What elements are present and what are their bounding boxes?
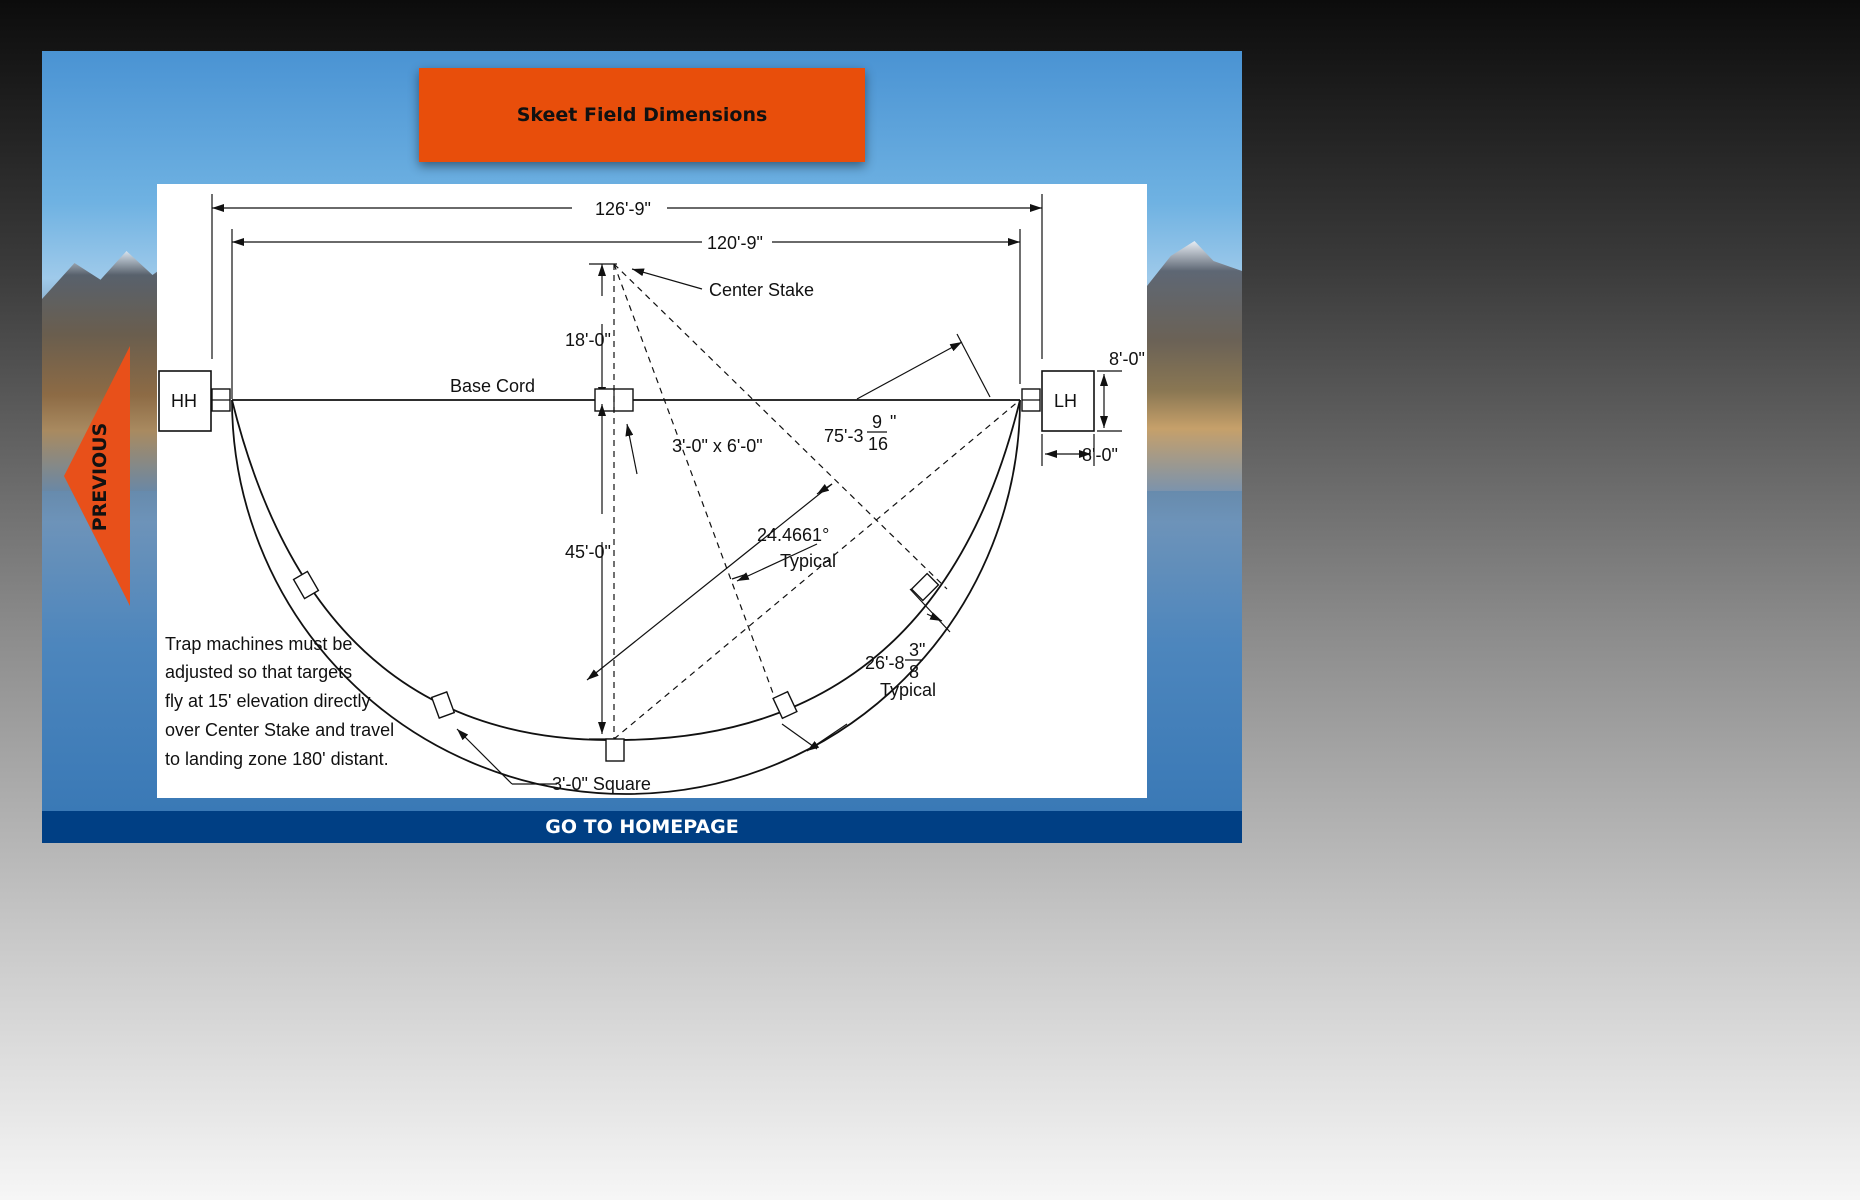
dist-18-label: 18'-0" [565, 330, 611, 350]
radius-label: 75'-3 [824, 426, 864, 446]
lh-label: LH [1054, 391, 1078, 411]
note-line-1: Trap machines must be [165, 634, 353, 654]
note-line-4: over Center Stake and travel [165, 720, 395, 740]
homepage-link[interactable]: GO TO HOMEPAGE [42, 811, 1242, 843]
diagram-svg [157, 184, 1147, 798]
previous-label[interactable]: PREVIOUS [89, 422, 111, 532]
dist-45-label: 45'-0" [565, 542, 611, 562]
angle-label: 24.4661° [757, 525, 830, 545]
note-line-5: to landing zone 180' distant. [165, 749, 389, 769]
note-line-2: adjusted so that targets [165, 662, 353, 682]
base-cord-label: Base Cord [450, 376, 536, 396]
page-title: Skeet Field Dimensions [419, 68, 865, 162]
inner-width-label: 120'-9" [707, 233, 763, 253]
hh-label: HH [171, 391, 197, 411]
angle-typical-label: Typical [780, 551, 837, 571]
house-size-horizontal-label: 8'-0" [1082, 445, 1118, 465]
skeet-field-diagram [157, 184, 1147, 798]
arc-numerator: 3 [909, 640, 920, 660]
house-size-vertical-label: 8'-0" [1109, 349, 1145, 369]
square-label: 3'-0" Square [552, 774, 651, 794]
radius-denominator: 16 [868, 434, 889, 454]
mountain-right-image [1147, 241, 1242, 491]
arc-unit: " [919, 640, 926, 660]
arc-typical-label: Typical [880, 680, 937, 700]
note-line-3: fly at 15' elevation directly [165, 691, 371, 711]
radius-unit: " [890, 412, 897, 432]
arc-denominator: 8 [909, 662, 920, 682]
radius-numerator: 9 [872, 412, 883, 432]
center-stake-label: Center Stake [709, 280, 815, 300]
arc-label: 26'-8 [865, 653, 905, 673]
overall-width-label: 126'-9" [595, 199, 651, 219]
stake-box-label: 3'-0" x 6'-0" [672, 436, 763, 456]
slide-frame [42, 51, 1242, 811]
